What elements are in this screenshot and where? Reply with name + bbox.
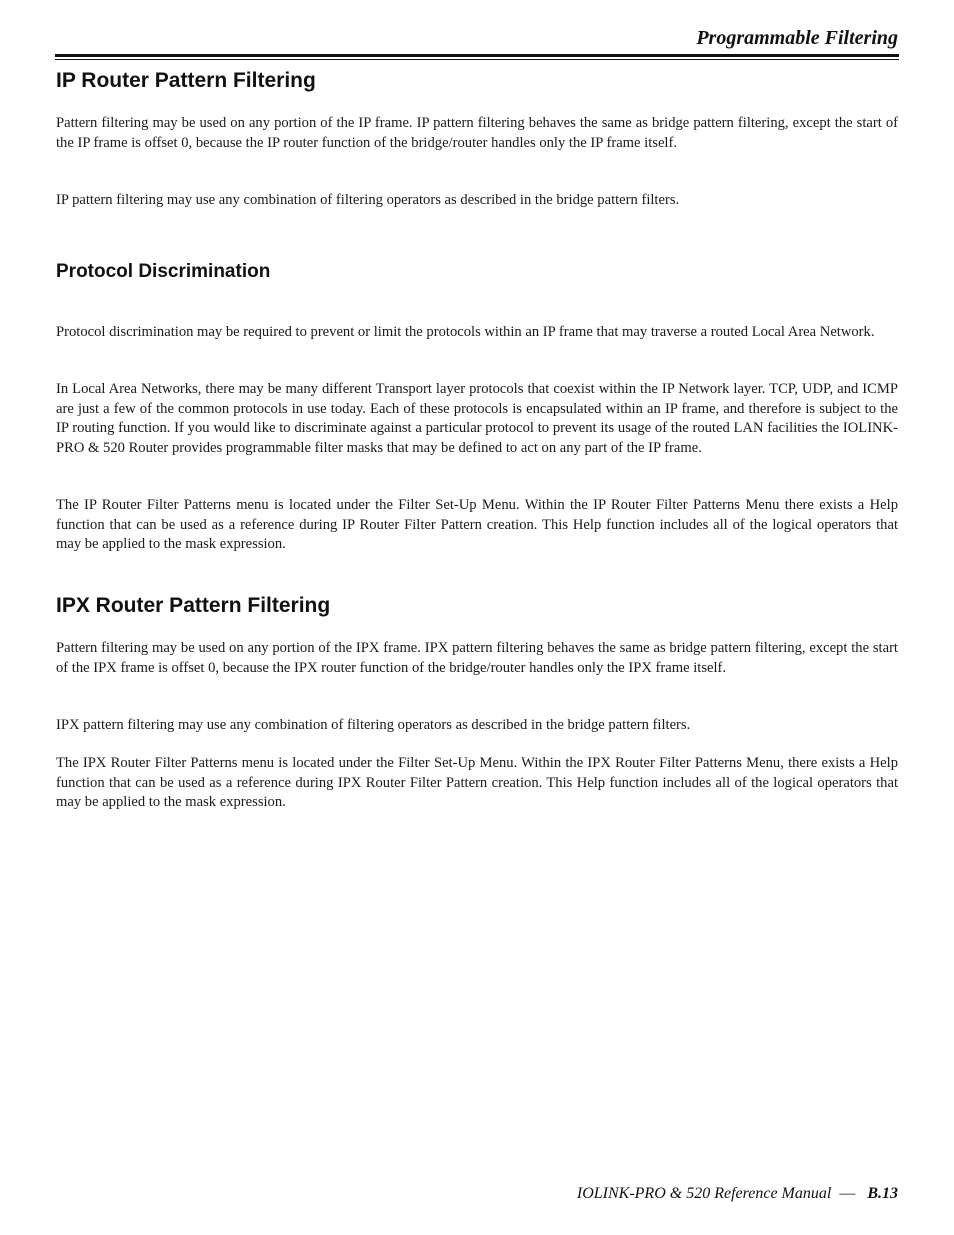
paragraph-protocol-3: The IP Router Filter Patterns menu is located under the Filter Set-Up Menu. Within the IP Router Filter Patterns Menu there exists a Help function that can be used as a reference during IP Router Filter Pattern creation. This Help function includes all of the logical operators that may be applied to the mask expression. <box>56 497 898 552</box>
paragraph-ip-router-1: Pattern filtering may be used on any portion of the IP frame. IP pattern filtering behaves the same as bridge pattern filtering, except the start of the IP frame is offset 0, because the IP router function of the bridge/router handles only the IP frame itself. <box>56 115 898 151</box>
footer-manual-title: IOLINK-PRO & 520 Reference Manual <box>576 1185 832 1202</box>
paragraph-ipx-router-1: Pattern filtering may be used on any portion of the IPX frame. IPX pattern filtering behaves the same as bridge pattern filtering, except the start of the IPX frame is offset 0, because the IPX router function of the bridge/router handles only the IPX frame itself. <box>56 640 898 676</box>
paragraph-ip-router-2: IP pattern filtering may use any combination of filtering operators as described in the bridge pattern filters. <box>56 192 680 208</box>
section-heading-ipx-router: IPX Router Pattern Filtering <box>56 594 331 617</box>
header-rule-thick <box>55 54 899 57</box>
paragraph-protocol-2: In Local Area Networks, there may be many different Transport layer protocols that coexist within the IP Network layer. TCP, UDP, and ICMP are just a few of the common protocols in use today. Each of these protocols is encapsulated within an IP frame, and therefore is subject to the IP routing function. If you would like to discriminate against a particular protocol to prevent its usage of the routed LAN facilities the IOLINK-PRO & 520 Router provides programmable filter masks that may be defined to act on any part of the IP frame. <box>56 381 898 456</box>
header-rule-thin <box>55 59 899 60</box>
section-heading-protocol: Protocol Discrimination <box>56 261 271 282</box>
paragraph-protocol-1: Protocol discrimination may be required to prevent or limit the protocols within an IP frame that may traverse a routed Local Area Network. <box>56 324 875 340</box>
running-header-title: Programmable Filtering <box>696 27 898 49</box>
footer-page-number: B.13 <box>867 1185 898 1202</box>
page-footer <box>577 1185 898 1203</box>
footer-separator: — <box>839 1185 856 1202</box>
paragraph-ipx-router-2: IPX pattern filtering may use any combination of filtering operators as described in the bridge pattern filters. <box>56 717 691 733</box>
paragraph-ipx-router-3: The IPX Router Filter Patterns menu is located under the Filter Set-Up Menu. Within the IPX Router Filter Patterns Menu, there exists a Help function that can be used as a reference during IPX Router Filter Pattern creation. This Help function includes all of the logical operators that may be applied to the mask expression. <box>56 755 898 810</box>
section-heading-ip-router: IP Router Pattern Filtering <box>56 69 316 92</box>
